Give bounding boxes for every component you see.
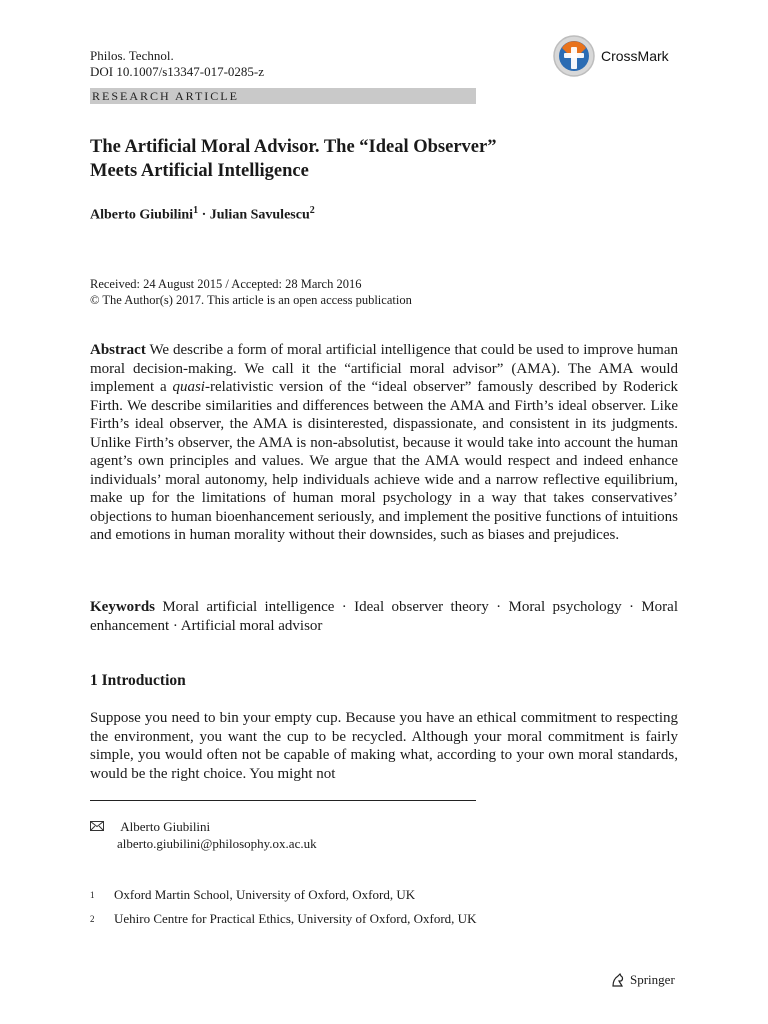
correspondence-email[interactable]: alberto.giubilini@philosophy.ox.ac.uk [117, 836, 317, 851]
publisher-name: Springer [630, 972, 675, 987]
keywords [90, 598, 678, 635]
correspondence-name-row [90, 818, 317, 835]
journal-header [90, 48, 264, 80]
footnote-divider [90, 800, 476, 801]
title-line-1: The Artificial Moral Advisor. The “Ideal Observer” [90, 137, 497, 157]
article-title [90, 135, 690, 183]
section-heading-introduction: 1 Introduction [90, 672, 186, 689]
copyright-icon: © [90, 293, 100, 307]
correspondence-name: Alberto Giubilini [120, 819, 211, 834]
crossmark-icon [552, 34, 596, 78]
keywords-label: Keywords [90, 599, 155, 615]
crossmark-label: CrossMark [601, 48, 669, 64]
crossmark-badge[interactable] [552, 34, 669, 78]
correspondence [90, 818, 317, 852]
author-1[interactable]: Alberto Giubilini [90, 207, 194, 223]
copyright-text: The Author(s) 2017. This article is an open access publication [102, 293, 412, 307]
affiliation-2 [90, 911, 476, 927]
springer-horse-icon [610, 972, 626, 988]
affiliation-2-number: 2 [90, 914, 95, 924]
author-2[interactable]: Julian Savulescu [209, 207, 310, 223]
introduction-paragraph: Suppose you need to bin your empty cup. Because you have an ethical commitment to respecting the environment, you want the cup to be recycled. Although your moral commitment is fairly simple, you would often not be capable of making what, according to your own moral standards, would be the right choice. You might not [90, 710, 678, 782]
abstract-italic: quasi [172, 379, 205, 395]
author-list [90, 205, 315, 224]
author-separator: · [198, 207, 210, 223]
abstract-text-2: -relativistic version of the “ideal observer” famously described by Roderick Firth. We describe similarities and differences between the AMA and Firth’s ideal observer. Like Firth’s ideal observer, the AMA is disinterested, dispassionate, and consistent in its judgments. Unlike Firth’s observer, the AMA is non-absolutist, because it would take into account the human agent’s own principles and values. We argue that the AMA would respect and indeed enhance individuals’ moral autonomy, help individuals achieve wide and a narrow reflective equilibrium, make up for the limitations of human moral psychology in a way that takes conservatives’ objections to human bioenhancement seriously, and implement the positive functions of intuitions and emotions in human morality without their downsides, such as biases and prejudices. [90, 379, 678, 543]
keywords-text: Moral artificial intelligence · Ideal observer theory · Moral psychology · Moral enhancement · Artificial moral advisor [90, 599, 678, 634]
received-accepted: Received: 24 August 2015 / Accepted: 28 March 2016 [90, 277, 362, 291]
doi[interactable]: DOI 10.1007/s13347-017-0285-z [90, 64, 265, 79]
publisher-logo [610, 972, 675, 988]
publication-dates [90, 276, 412, 308]
affiliation-1-text: Oxford Martin School, University of Oxford, Oxford, UK [114, 887, 416, 902]
title-line-2: Meets Artificial Intelligence [90, 161, 309, 181]
affiliation-2-text: Uehiro Centre for Practical Ethics, University of Oxford, Oxford, UK [114, 911, 477, 926]
article-type-ribbon: RESEARCH ARTICLE [90, 88, 476, 104]
abstract [90, 341, 678, 545]
abstract-label: Abstract [90, 342, 146, 358]
envelope-icon [90, 818, 106, 835]
copyright-line [90, 292, 412, 308]
affiliation-1 [90, 887, 415, 903]
author-2-affiliation: 2 [309, 205, 315, 216]
affiliation-1-number: 1 [90, 890, 95, 900]
abstract-text-1: We describe a form of moral artificial intelligence that could be used to improve human moral decision-making. We call it the “artificial moral advisor” (AMA). The AMA would implement a [90, 342, 678, 395]
author-1-affiliation: 1 [193, 205, 199, 216]
journal-name: Philos. Technol. [90, 48, 174, 63]
